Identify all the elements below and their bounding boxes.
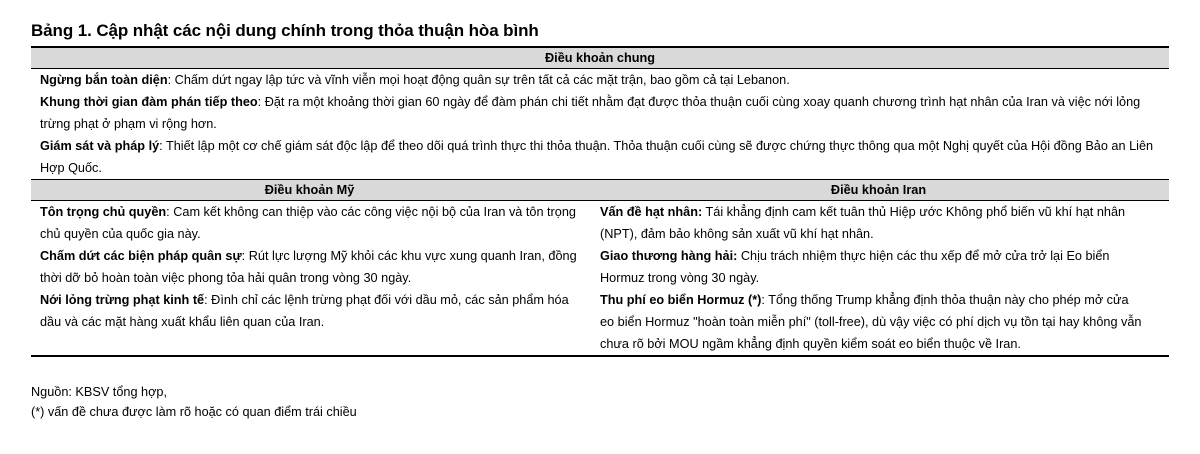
term-label: Vấn đề hạt nhân: bbox=[600, 205, 703, 219]
iran-term-item bbox=[600, 289, 1143, 355]
terms-table bbox=[31, 46, 1169, 357]
us-term-item bbox=[40, 289, 588, 333]
term-text: Thiết lập một cơ chế giám sát độc lập để theo dõi quá trình thực thi thỏa thuận. Thỏa thuận cuối cùng sẽ được chứng thực thông qua một Nghị quyết của Hội đồng Bảo an Liên Hợp Quốc. bbox=[40, 139, 1154, 175]
table-title: Bảng 1. Cập nhật các nội dung chính trong thỏa thuận hòa bình bbox=[31, 21, 539, 40]
term-separator: : bbox=[167, 73, 175, 87]
term-text: Tổng thống Trump khẳng định thỏa thuận này cho phép mở cửa eo biển Hormuz "hoàn toàn miễn phí" (toll-free), dù vậy việc có phí dịch vụ tồn tại hay không vẫn chưa rõ bởi MOU ngầm khẳng định quyền kiểm soát eo biển thuộc về Iran. bbox=[600, 293, 1142, 351]
table-notes bbox=[31, 382, 357, 422]
term-text: Rút lực lượng Mỹ khỏi các khu vực xung quanh Iran, đồng thời dỡ bỏ hoàn toàn việc phong tỏa hải quân trong vòng 30 ngày. bbox=[40, 249, 577, 285]
general-terms-header: Điều khoản chung bbox=[31, 48, 1169, 69]
term-text: Đặt ra một khoảng thời gian 60 ngày để đàm phán chi tiết nhằm đạt được thỏa thuận cuối cùng xoay quanh chương trình hạt nhân của Iran và việc nới lỏng trừng phạt ở phạm vi rộng hơn. bbox=[40, 95, 1141, 131]
general-terms-body bbox=[31, 69, 1169, 180]
term-separator: : bbox=[761, 293, 769, 307]
iran-terms-header: Điều khoản Iran bbox=[830, 183, 927, 197]
footnote: (*) vấn đề chưa được làm rõ hoặc có quan điểm trái chiều bbox=[31, 405, 357, 419]
term-label: Khung thời gian đàm phán tiếp theo bbox=[40, 95, 258, 109]
term-separator: : bbox=[159, 139, 166, 153]
term-text: Tái khẳng định cam kết tuân thủ Hiệp ước Không phổ biến vũ khí hạt nhân (NPT), đảm bảo không sản xuất vũ khí hạt nhân. bbox=[600, 205, 1126, 241]
term-label: Tôn trọng chủ quyền bbox=[40, 205, 167, 219]
iran-terms-column bbox=[588, 201, 1169, 355]
term-label: Thu phí eo biển Hormuz (*) bbox=[600, 293, 762, 307]
general-term-item bbox=[40, 69, 1169, 91]
term-text: Cam kết không can thiệp vào các công việc nội bộ của Iran và tôn trọng chủ quyền của quốc gia này. bbox=[40, 205, 576, 241]
term-separator: : bbox=[241, 249, 249, 263]
iran-term-item bbox=[600, 201, 1143, 245]
general-term-item bbox=[40, 91, 1169, 135]
term-text: Đình chỉ các lệnh trừng phạt đối với dầu mỏ, các sản phẩm hóa dầu và các mặt hàng xuất khẩu liên quan của Iran. bbox=[40, 293, 569, 329]
term-label: Ngừng bắn toàn diện bbox=[40, 73, 168, 87]
term-label: Chấm dứt các biện pháp quân sự bbox=[40, 249, 242, 263]
term-label: Giao thương hàng hải: bbox=[600, 249, 738, 263]
us-terms-header: Điều khoản Mỹ bbox=[264, 183, 355, 197]
us-terms-column bbox=[31, 201, 588, 355]
party-terms-body bbox=[31, 201, 1169, 357]
us-term-item bbox=[40, 245, 588, 289]
term-separator: : bbox=[204, 293, 212, 307]
iran-term-item bbox=[600, 245, 1143, 289]
party-terms-header bbox=[31, 180, 1169, 201]
term-text: Chấm dứt ngay lập tức và vĩnh viễn mọi hoạt động quân sự trên tất cả các mặt trận, bao gồm cả tại Lebanon. bbox=[174, 73, 790, 87]
term-separator: : bbox=[257, 95, 265, 109]
general-term-item bbox=[40, 135, 1169, 179]
term-separator: : bbox=[166, 205, 174, 219]
term-label: Giám sát và pháp lý bbox=[40, 139, 160, 153]
source-note: Nguồn: KBSV tổng hợp, bbox=[31, 385, 167, 399]
us-term-item bbox=[40, 201, 588, 245]
term-text: Chịu trách nhiệm thực hiện các thu xếp để mở cửa trở lại Eo biển Hormuz trong vòng 30 ngày. bbox=[600, 249, 1110, 285]
term-label: Nới lỏng trừng phạt kinh tế bbox=[40, 293, 205, 307]
